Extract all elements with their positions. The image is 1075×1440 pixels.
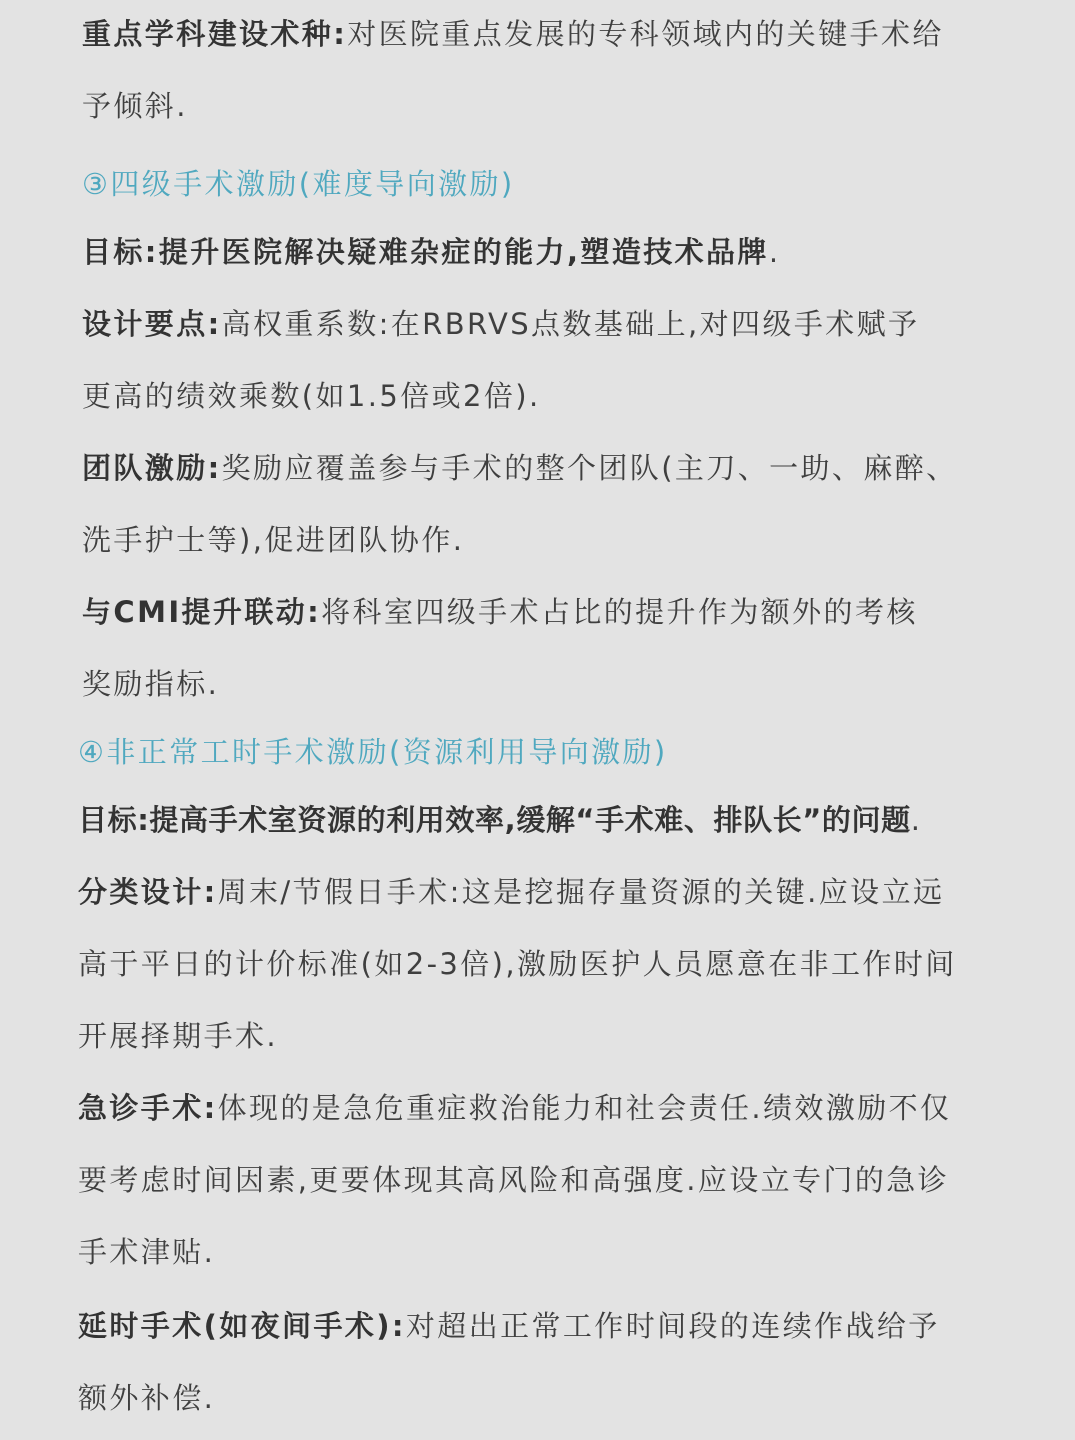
goal-text: 目标:提高手术室资源的利用效率,缓解“手术难、排队长”的问题 — [78, 803, 911, 837]
goal-tail: . — [768, 235, 781, 269]
paragraph-overtime-line2 — [78, 1378, 215, 1418]
body-text: 开展择期手术. — [78, 1019, 279, 1053]
paragraph-goal-2 — [78, 800, 921, 840]
body-text: 手术津贴. — [78, 1235, 216, 1269]
paragraph-emergency-line1 — [78, 1088, 951, 1128]
section-heading-off-hours-surgery: ④非正常工时手术激励(资源利用导向激励) — [78, 735, 668, 769]
term-label: 设计要点: — [82, 307, 222, 341]
paragraph-key-discipline-line2 — [82, 86, 188, 126]
body-text: 高权重系数:在RBRVS点数基础上,对四级手术赋予 — [221, 307, 920, 341]
section-heading-level4-surgery: ③四级手术激励(难度导向激励) — [82, 167, 515, 201]
term-label: 重点学科建设术种: — [82, 17, 348, 51]
goal-tail: . — [910, 803, 921, 837]
body-text: 周末/节假日手术:这是挖掘存量资源的关键.应设立远 — [217, 875, 945, 909]
paragraph-cmi-line2 — [82, 664, 219, 704]
body-text: 将科室四级手术占比的提升作为额外的考核 — [321, 595, 918, 629]
paragraph-category-design-line2 — [78, 944, 957, 984]
paragraph-category-design-line3 — [78, 1016, 278, 1056]
body-text: 要考虑时间因素,更要体现其高风险和高强度.应设立专门的急诊 — [78, 1163, 950, 1197]
paragraph-design-points-line1 — [82, 304, 919, 344]
paragraph-design-points-line2 — [82, 376, 541, 416]
paragraph-key-discipline-line1 — [82, 14, 944, 54]
term-label: 延时手术(如夜间手术): — [78, 1309, 406, 1343]
term-label: 急诊手术: — [78, 1091, 218, 1125]
body-text: 额外补偿. — [78, 1381, 216, 1415]
body-text: 洗手护士等),促进团队协作. — [82, 523, 465, 557]
body-text: 奖励应覆盖参与手术的整个团队(主刀、一助、麻醉、 — [221, 451, 958, 485]
body-text: 高于平日的计价标准(如2-3倍),激励医护人员愿意在非工作时间 — [78, 947, 957, 981]
term-label: 分类设计: — [78, 875, 218, 909]
paragraph-overtime-line1 — [78, 1306, 940, 1346]
body-text: 体现的是急危重症救治能力和社会责任.绩效激励不仅 — [217, 1091, 952, 1125]
paragraph-goal-1 — [82, 232, 780, 272]
paragraph-category-design-line1 — [78, 872, 944, 912]
body-text: 对医院重点发展的专科领域内的关键手术给 — [347, 17, 944, 51]
term-label: 与CMI提升联动: — [82, 595, 322, 629]
body-text: 奖励指标. — [82, 667, 220, 701]
paragraph-emergency-line3 — [78, 1232, 215, 1272]
paragraph-team-incentive-line1 — [82, 448, 958, 488]
goal-text: 目标:提升医院解决疑难杂症的能力,塑造技术品牌 — [82, 235, 769, 269]
body-text: 予倾斜. — [82, 89, 188, 123]
body-text: 对超出正常工作时间段的连续作战给予 — [405, 1309, 940, 1343]
paragraph-emergency-line2 — [78, 1160, 949, 1200]
paragraph-team-incentive-line2 — [82, 520, 464, 560]
term-label: 团队激励: — [82, 451, 222, 485]
body-text: 更高的绩效乘数(如1.5倍或2倍). — [82, 379, 541, 413]
paragraph-cmi-line1 — [82, 592, 918, 632]
